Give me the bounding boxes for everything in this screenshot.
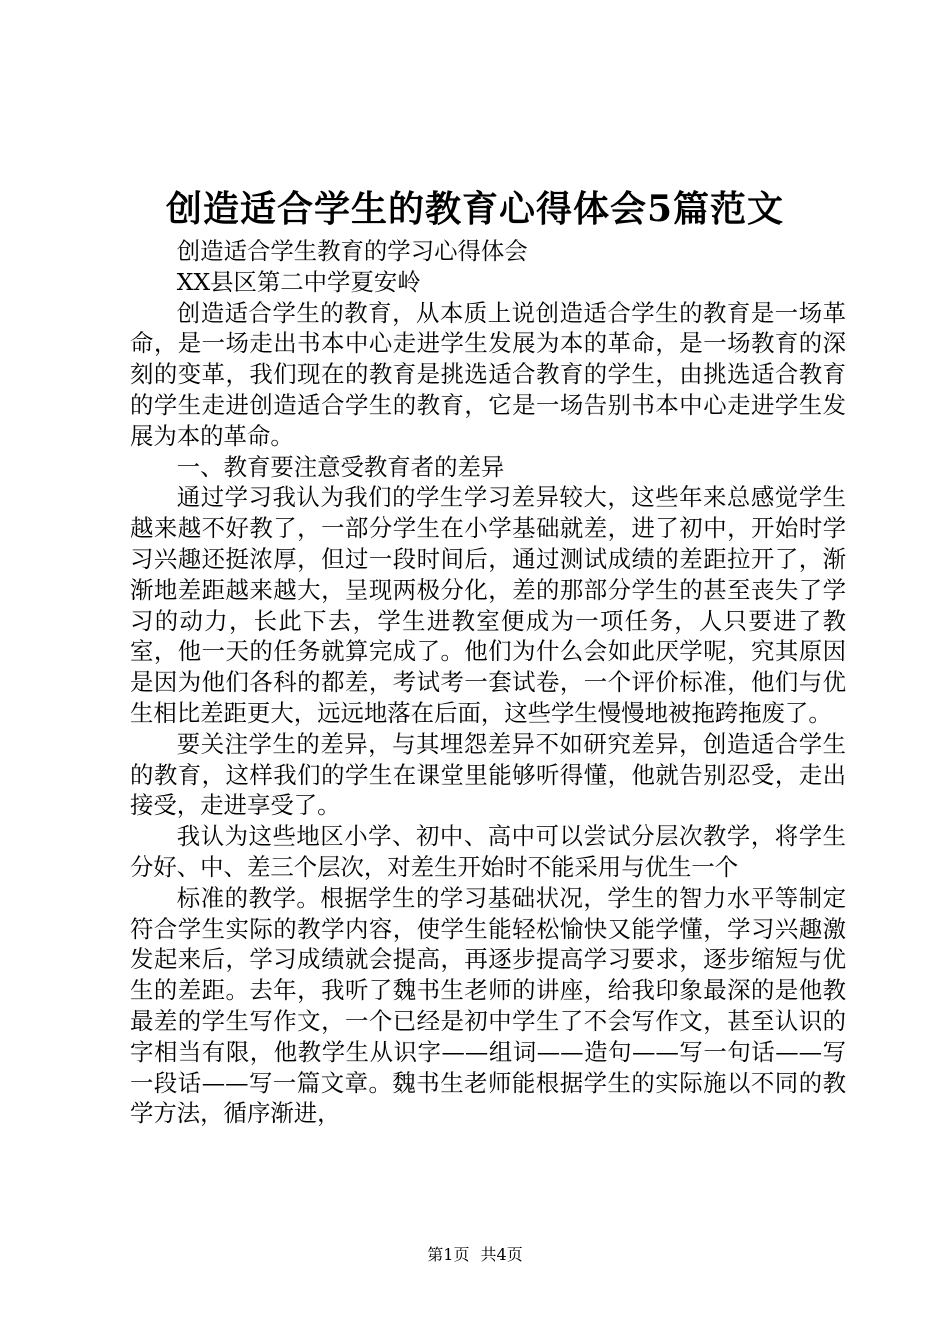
paragraph-focus: 要关注学生的差异，与其埋怨差异不如研究差异，创造适合学生的教育，这样我们的学生在课堂里能够听得懂，他就告别忍受，走出接受，走进享受了。 xyxy=(130,729,846,820)
paragraph-layered-teaching: 我认为这些地区小学、初中、高中可以尝试分层次教学，将学生分好、中、差三个层次，对差生开始时不能采用与优生一个 xyxy=(130,822,846,881)
document-body xyxy=(130,236,846,1129)
page-number: 第1页 xyxy=(427,1245,470,1264)
paragraph-subtitle: 创造适合学生教育的学习心得体会 xyxy=(176,237,528,265)
paragraph-standard-teaching: 标准的教学。根据学生的学习基础状况，学生的智力水平等制定符合学生实际的教学内容，使学生能轻松愉快又能学懂，学习兴趣激发起来后，学习成绩就会提高，再逐步提高学习要求，逐步缩短与优生的差距。去年，我听了魏书生老师的讲座，给我印象最深的是他教最差的学生写作文，一个已经是初中学生了不会写作文，甚至认识的字相当有限，他教学生从识字——组词——造句——写一句话——写一段话——写一篇文章。魏书生老师能根据学生的实际施以不同的教学方法，循序渐进， xyxy=(130,883,846,1128)
page-footer xyxy=(0,1244,950,1266)
section-heading-1: 一、教育要注意受教育者的差异 xyxy=(176,452,505,481)
document-title: 创造适合学生的教育心得体会5篇范文 xyxy=(165,188,785,230)
paragraph-intro: 创造适合学生的教育，从本质上说创造适合学生的教育是一场革命，是一场走出书本中心走进学生发展为本的革命，是一场教育的深刻的变革，我们现在的教育是挑选适合教育的学生，由挑选适合教育的学生走进创造适合学生的教育，它是一场告别书本中心走进学生发展为本的革命。 xyxy=(130,298,846,450)
page-total: 共4页 xyxy=(480,1245,523,1264)
paragraph-author: XX县区第二中学夏安岭 xyxy=(176,267,421,296)
paragraph-differences: 通过学习我认为我们的学生学习差异较大，这些年来总感觉学生越来越不好教了，一部分学生在小学基础就差，进了初中，开始时学习兴趣还挺浓厚，但过一段时间后，通过测试成绩的差距拉开了，渐渐地差距越来越大，呈现两极分化，差的那部分学生的甚至丧失了学习的动力，长此下去，学生进教室便成为一项任务，人只要进了教室，他一天的任务就算完成了。他们为什么会如此厌学呢，究其原因是因为他们各科的都差，考试考一套试卷，一个评价标准，他们与优生相比差距更大，远远地落在后面，这些学生慢慢地被拖跨拖废了。 xyxy=(130,483,846,727)
